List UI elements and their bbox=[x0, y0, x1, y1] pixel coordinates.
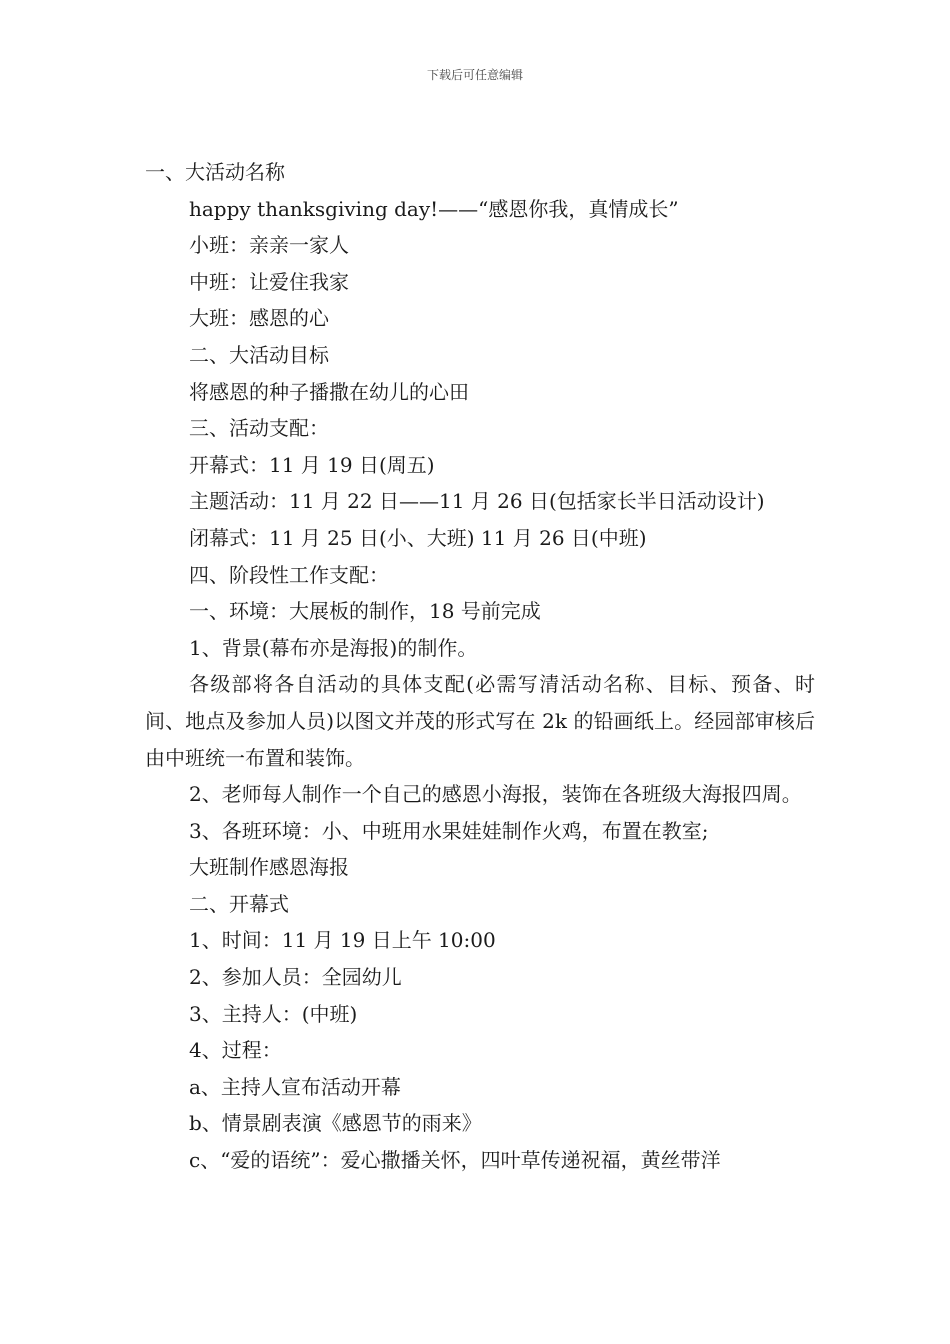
heading-opening-ceremony: 二、开幕式 bbox=[189, 891, 289, 916]
paragraph-teacher-poster: 2、老师每人制作一个自己的感恩小海报，装饰在各班级大海报四周。 bbox=[189, 782, 802, 807]
heading-activity-schedule: 三、活动支配： bbox=[189, 416, 329, 441]
small-class-theme: 小班：亲亲一家人 bbox=[189, 233, 349, 258]
paragraph-department-plan: 各级部将各自活动的具体支配(必需写清活动名称、目标、预备、时间、地点及参加人员)以图文并茂的形式写在 2k 的铅画纸上。经园部审核后由中班统一布置和装饰。 bbox=[145, 672, 815, 770]
opening-ceremony-date: 开幕式：11 月 19 日(周五) bbox=[189, 452, 435, 477]
process-step-c: c、“爱的语统”：爱心撒播关怀，四叶草传递祝福，黄丝带洋 bbox=[189, 1148, 721, 1173]
opening-host: 3、主持人：(中班) bbox=[189, 1001, 358, 1026]
page-header-note: 下载后可任意编辑 bbox=[426, 68, 523, 82]
big-class-poster-item: 大班制作感恩海报 bbox=[189, 855, 349, 880]
environment-item: 一、环境：大展板的制作，18 号前完成 bbox=[189, 599, 541, 624]
class-environment-item: 3、各班环境：小、中班用水果娃娃制作火鸡，布置在教室; bbox=[189, 818, 709, 843]
opening-time: 1、时间：11 月 19 日上午 10:00 bbox=[189, 928, 496, 953]
activity-goal-text: 将感恩的种子播撒在幼儿的心田 bbox=[189, 379, 469, 404]
process-step-a: a、主持人宣布活动开幕 bbox=[189, 1074, 401, 1099]
opening-participants: 2、参加人员：全园幼儿 bbox=[189, 965, 402, 990]
document-body bbox=[145, 154, 815, 1179]
activity-theme: happy thanksgiving day!——“感恩你我，真情成长” bbox=[189, 196, 679, 221]
opening-process-heading: 4、过程： bbox=[189, 1038, 282, 1063]
theme-activity-dates: 主题活动：11 月 22 日——11 月 26 日(包括家长半日活动设计) bbox=[189, 489, 765, 514]
heading-activity-goal: 二、大活动目标 bbox=[189, 342, 329, 367]
background-item: 1、背景(幕布亦是海报)的制作。 bbox=[189, 635, 478, 660]
heading-phase-work: 四、阶段性工作支配： bbox=[189, 562, 389, 587]
heading-activity-name: 一、大活动名称 bbox=[145, 160, 285, 184]
closing-ceremony-dates: 闭幕式：11 月 25 日(小、大班) 11 月 26 日(中班) bbox=[189, 525, 647, 550]
process-step-b: b、情景剧表演《感恩节的雨来》 bbox=[189, 1111, 482, 1136]
middle-class-theme: 中班：让爱住我家 bbox=[189, 269, 349, 294]
big-class-theme: 大班：感恩的心 bbox=[189, 306, 329, 331]
